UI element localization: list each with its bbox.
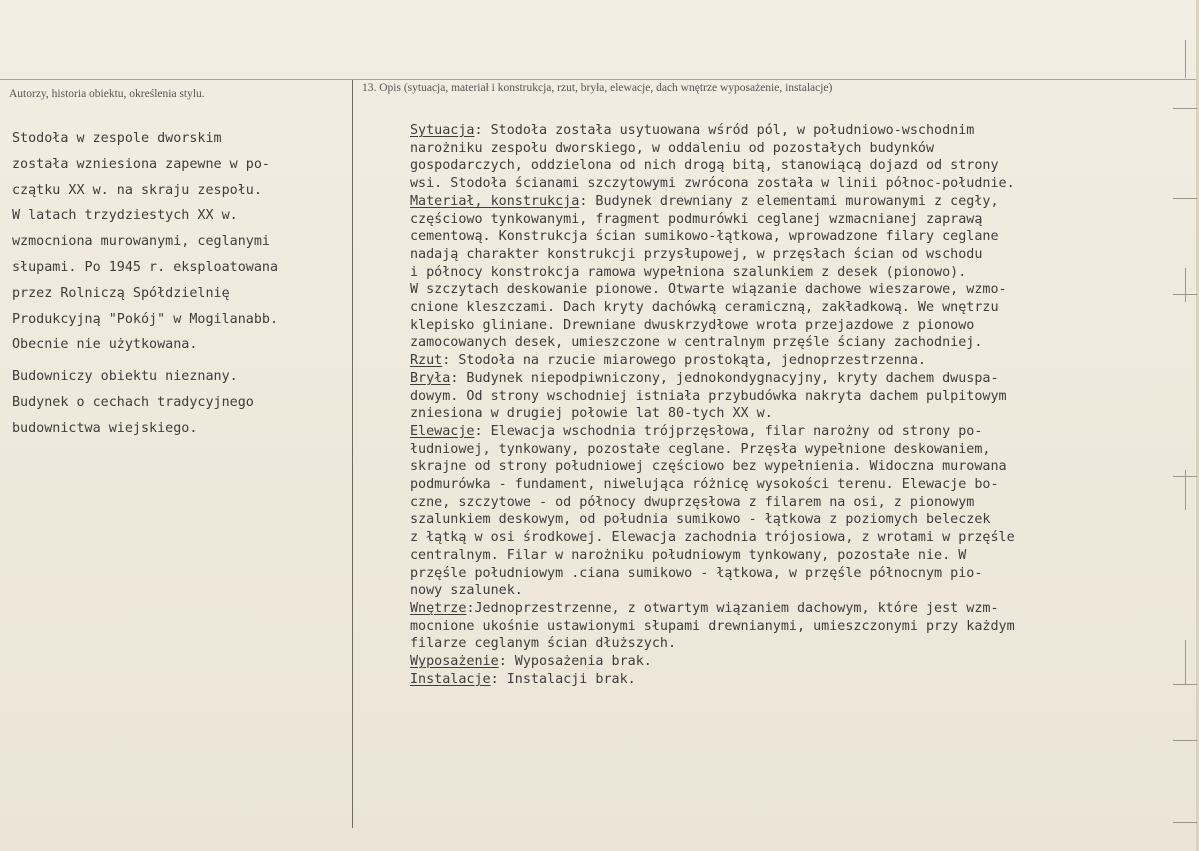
history-line: została wzniesiona zapewne w po- <box>12 156 270 172</box>
description-line <box>410 671 1190 689</box>
section-label: Wyposażenie <box>410 654 499 670</box>
description-line <box>410 193 1190 211</box>
section-text: mocnione ukośnie ustawionymi słupami drewnianymi, umieszczonymi przy każdym <box>410 618 1015 634</box>
history-line: wzmocniona murowanymi, ceglanymi <box>12 234 270 250</box>
section-text: filarze ceglanym ścian dłuższych. <box>410 636 677 652</box>
section-text: przęśle południowym .ciana sumikowo - łątkowa, w przęśle północnym pio- <box>410 565 983 581</box>
section-text: nadają charakter konstrukcji przysłupowej, w przęsłach ścian od wschodu <box>410 246 983 262</box>
description-text <box>410 122 1190 689</box>
section-text: : Stodoła została usytuowana wśród pól, w południowo-wschodnim <box>474 123 975 138</box>
section-text: : Budynek drewniany z elementami murowanymi z cegły, <box>579 193 999 209</box>
history-line: budownictwa wiejskiego. <box>12 420 198 436</box>
section-label: Instalacje <box>410 671 491 687</box>
margin-mark <box>1185 40 1186 78</box>
section-text: z łątką w osi środkowej. Elewacja zachodnia trójosiowa, z wrotami w przęśle <box>410 530 1015 546</box>
section-text: : Stodoła na rzucie miarowego prostokąta, jednoprzestrzenna. <box>442 353 926 369</box>
left-column-header: Autorzy, historia obiektu, określenia stylu. <box>9 88 205 100</box>
history-line: W latach trzydziestych XX w. <box>12 208 238 224</box>
section-text: częściowo tynkowanymi, fragment podmurówki ceglanej wzmacnianej zaprawą <box>410 211 983 227</box>
description-line <box>410 494 1190 512</box>
description-line <box>410 175 1190 193</box>
margin-mark <box>1173 822 1197 823</box>
description-line <box>410 211 1190 229</box>
section-text: łudniowej, tynkowany, pozostałe ceglane. Przęsła wypełnione deskowaniem, <box>410 441 991 457</box>
section-text: klepisko gliniane. Drewniane dwuskrzydłowe wrota przejazdowe z pionowo <box>410 317 975 333</box>
description-line <box>410 140 1190 158</box>
section-label: Bryła <box>410 370 451 386</box>
description-line <box>410 441 1190 459</box>
section-label: Materiał, konstrukcja <box>410 193 580 209</box>
right-column-header: 13. Opis (sytuacja, materiał i konstrukcja, rzut, bryła, elewacje, dach wnętrze wyposażenie, instalacje) <box>362 82 833 94</box>
description-line <box>410 476 1190 494</box>
description-line <box>410 388 1190 406</box>
description-line <box>410 635 1190 653</box>
description-line <box>410 370 1190 388</box>
description-line <box>410 423 1190 441</box>
section-text: dowym. Od strony wschodniej istniała przybudówka nakryta dachem pulpitowym <box>410 388 1007 404</box>
margin-mark <box>1173 108 1197 109</box>
description-line <box>410 228 1190 246</box>
description-line <box>410 299 1190 317</box>
column-divider <box>352 80 353 828</box>
description-line <box>410 529 1190 547</box>
section-text: podmurówka - fundament, niwelująca różnicę wysokości terenu. Elewacje bo- <box>410 477 999 493</box>
section-label: Rzut <box>410 353 443 369</box>
description-line <box>410 582 1190 600</box>
history-line: czątku XX w. na skraju zespołu. <box>12 182 262 198</box>
section-text: szalunkiem deskowym, od południa sumikowo - łątkowa z poziomych beleczek <box>410 512 991 528</box>
section-text: i północy konstrokcja ramowa wypełniona szalunkiem z desek (pionowo). <box>410 264 967 280</box>
section-label: Elewacje <box>410 423 475 439</box>
section-text: narożniku zespołu dworskiego, w oddaleniu od pozostałych budynków <box>410 140 935 156</box>
history-line: Budowniczy obiektu nieznany. <box>12 369 238 385</box>
section-text: wsi. Stodoła ścianami szczytowymi zwrócona została w linii północ-południe. <box>410 176 1015 192</box>
section-text: centralnym. Filar w narożniku południowym tynkowany, pozostałe nie. W <box>410 547 967 563</box>
description-line <box>410 618 1190 636</box>
history-line: Stodoła w zespole dworskim <box>12 131 222 146</box>
section-text: gospodarczych, oddzielona od nich drogą bitą, stanowiącą dojazd od strony <box>410 158 999 174</box>
section-text: : Elewacja wschodnia trójprzęsłowa, filar narożny od strony po- <box>474 423 983 439</box>
description-line <box>410 122 1190 140</box>
section-text: : Wyposażenia brak. <box>498 654 652 670</box>
section-text: :Jednoprzestrzenne, z otwartym wiązaniem dachowym, które jest wzm- <box>466 600 999 616</box>
description-line <box>410 334 1190 352</box>
description-line <box>410 157 1190 175</box>
section-text: : Budynek niepodpiwniczony, jednokondygnacyjny, kryty dachem dwuspa- <box>450 370 999 386</box>
history-line: słupami. Po 1945 r. eksploatowana <box>12 259 279 275</box>
margin-mark <box>1173 740 1197 741</box>
section-text: : Instalacji brak. <box>490 671 636 687</box>
description-line <box>410 281 1190 299</box>
section-label: Wnętrze <box>410 600 467 616</box>
section-text: zamocowanych desek, umieszczone w centralnym przęśle ściany zachodniej. <box>410 335 983 351</box>
section-text: czne, szczytowe - od północy dwuprzęsłowa z filarem na osi, z pionowym <box>410 494 975 510</box>
section-text: cnione kleszczami. Dach kryty dachówką ceramiczną, zakładkową. We wnętrzu <box>410 300 999 316</box>
description-line <box>410 264 1190 282</box>
description-line <box>410 565 1190 583</box>
description-line <box>410 653 1190 671</box>
history-line: Produkcyjną "Pokój" w Mogilanabb. <box>12 311 279 327</box>
description-line <box>410 405 1190 423</box>
description-line <box>410 317 1190 335</box>
section-text: skrajne od strony południowej częściowo bez wypełnienia. Widoczna murowana <box>410 459 1007 475</box>
section-text: nowy szalunek. <box>410 583 523 599</box>
description-line <box>410 246 1190 264</box>
history-line: Obecnie nie użytkowana. <box>12 337 198 353</box>
history-line: przez Rolniczą Spółdzielnię <box>12 285 230 301</box>
header-rule <box>0 79 1199 80</box>
section-text: cementową. Konstrukcja ścian sumikowo-łątkowa, wprowadzone filary ceglane <box>410 229 999 245</box>
description-line <box>410 511 1190 529</box>
section-text: zniesiona w drugiej połowie lat 80-tych XX w. <box>410 406 773 422</box>
description-line <box>410 600 1190 618</box>
section-text: W szczytach deskowanie pionowe. Otwarte wiązanie dachowe wieszarowe, wzmo- <box>410 282 1007 298</box>
description-line <box>410 458 1190 476</box>
history-line: Budynek o cechach tradycyjnego <box>12 394 254 410</box>
description-line <box>410 547 1190 565</box>
history-text <box>12 126 347 442</box>
section-label: Sytuacja <box>410 123 475 138</box>
description-line <box>410 352 1190 370</box>
